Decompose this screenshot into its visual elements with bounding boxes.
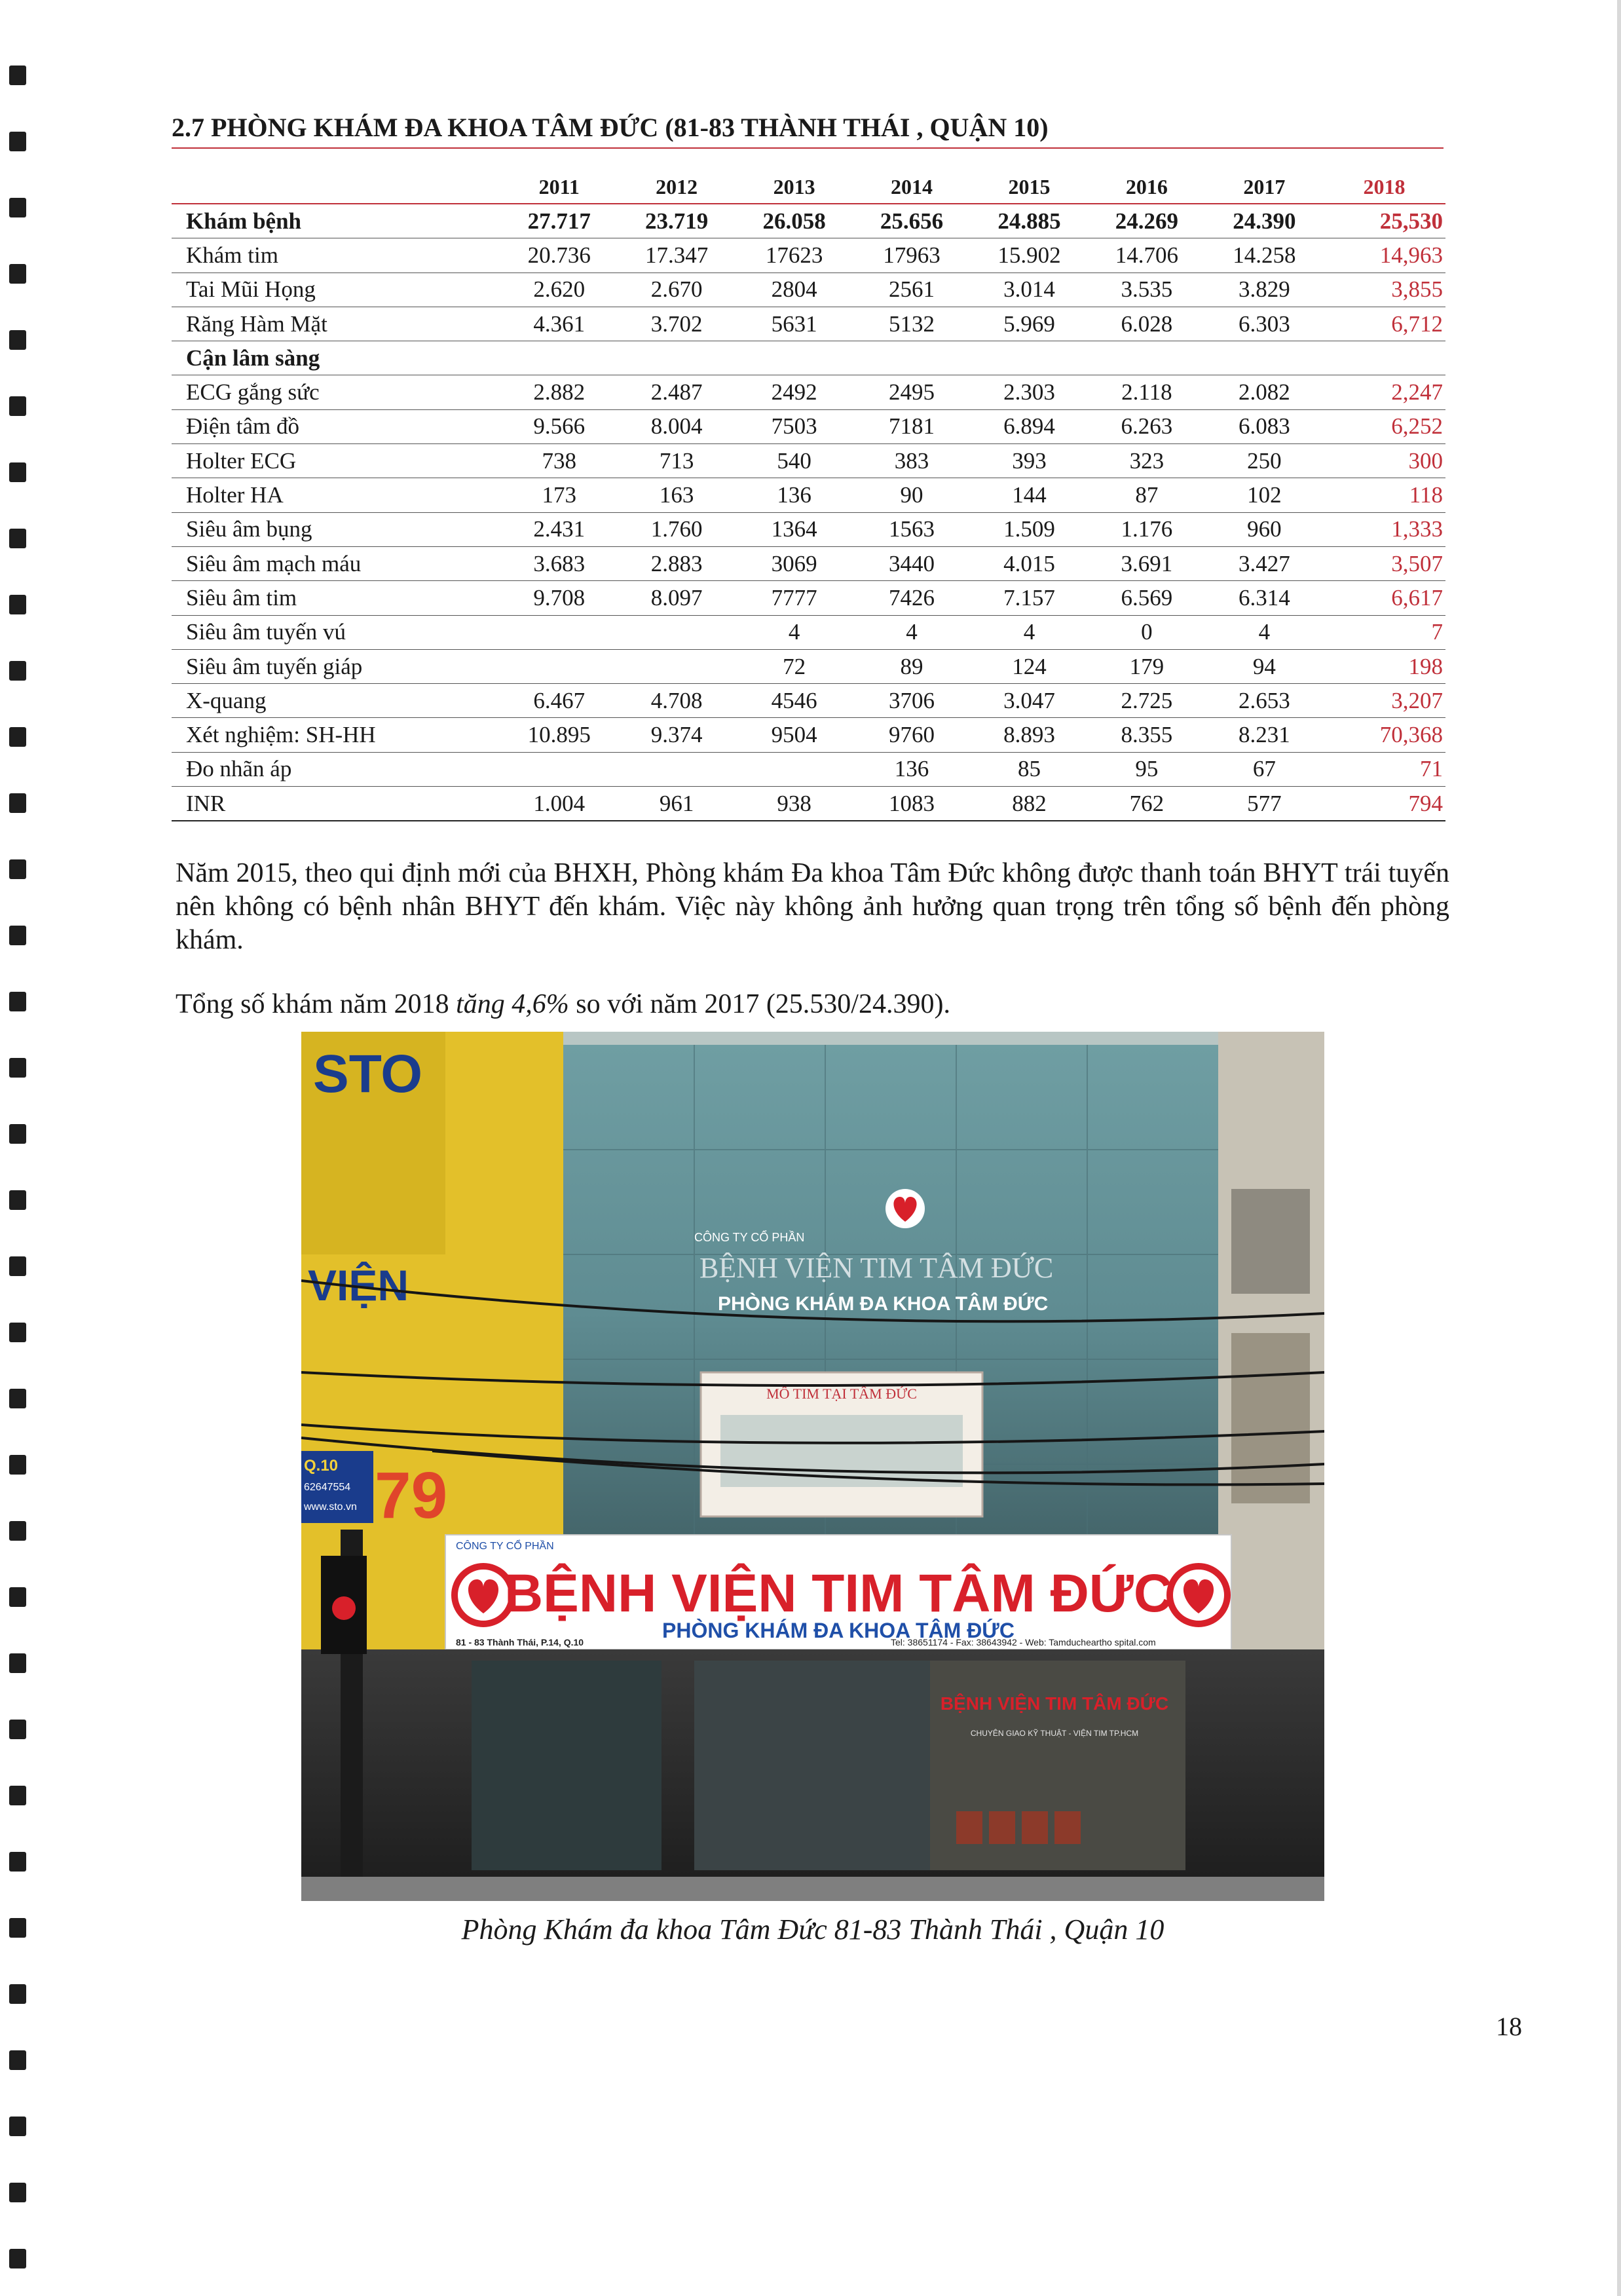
table-row — [172, 581, 1445, 615]
binding-hole — [9, 1587, 26, 1607]
value-cell: 102 — [1206, 478, 1323, 512]
binding-hole — [9, 2050, 26, 2070]
value-cell: 7503 — [736, 409, 853, 443]
value-cell: 163 — [618, 478, 735, 512]
value-cell: 4.708 — [618, 684, 735, 718]
value-cell: 24.885 — [971, 204, 1088, 238]
table-row — [172, 444, 1445, 478]
window-logo-text: BỆNH VIỆN TIM TÂM ĐỨC — [940, 1693, 1169, 1714]
row-label: Răng Hàm Mặt — [172, 307, 500, 341]
binding-holes — [9, 0, 29, 2296]
value-cell: 6.303 — [1206, 307, 1323, 341]
value-cell: 960 — [1206, 512, 1323, 546]
value-cell: 26.058 — [736, 204, 853, 238]
value-cell: 4.361 — [500, 307, 618, 341]
value-cell: 250 — [1206, 444, 1323, 478]
value-cell — [736, 752, 853, 786]
binding-hole — [9, 859, 26, 879]
binding-hole — [9, 1786, 26, 1805]
binding-hole — [9, 396, 26, 416]
paragraph-emphasis: tăng 4,6% — [456, 989, 569, 1019]
glass-sign-line2: PHÒNG KHÁM ĐA KHOA TÂM ĐỨC — [718, 1293, 1049, 1315]
value-cell: 6.028 — [1088, 307, 1205, 341]
value-cell: 3.047 — [971, 684, 1088, 718]
value-cell — [500, 615, 618, 649]
value-cell: 87 — [1088, 478, 1205, 512]
value-cell: 4 — [853, 615, 970, 649]
photo-caption: Phòng Khám đa khoa Tâm Đức 81-83 Thành Thái , Quận 10 — [461, 1913, 1165, 1946]
year-header: 2011 — [500, 170, 618, 204]
value-cell: 7426 — [853, 581, 970, 615]
value-cell: 67 — [1206, 752, 1323, 786]
left-building-big-number: 79 — [375, 1459, 448, 1532]
value-cell: 2.620 — [500, 273, 618, 307]
sign-sub-text: PHÒNG KHÁM ĐA KHOA TÂM ĐỨC — [662, 1619, 1015, 1642]
value-cell: 323 — [1088, 444, 1205, 478]
value-cell: 6.569 — [1088, 581, 1205, 615]
value-cell: 95 — [1088, 752, 1205, 786]
value-cell: 5.969 — [971, 307, 1088, 341]
value-cell: 6.894 — [971, 409, 1088, 443]
value-cell: 1563 — [853, 512, 970, 546]
value-cell: 1.760 — [618, 512, 735, 546]
value-cell: 89 — [853, 649, 970, 683]
row-label: Điện tâm đồ — [172, 409, 500, 443]
value-cell: 179 — [1088, 649, 1205, 683]
sign-address: 81 - 83 Thành Thái, P.14, Q.10 — [456, 1637, 584, 1647]
row-label: Đo nhãn áp — [172, 752, 500, 786]
page-edge-shadow — [1617, 0, 1621, 2296]
value-cell: 4 — [971, 615, 1088, 649]
table-row — [172, 718, 1445, 752]
value-cell: 3440 — [853, 546, 970, 580]
binding-hole — [9, 462, 26, 482]
paragraph-text: so với năm 2017 (25.530/24.390). — [568, 989, 950, 1019]
value-cell: 1.176 — [1088, 512, 1205, 546]
value-cell: 6.083 — [1206, 409, 1323, 443]
section-title: 2.7 PHÒNG KHÁM ĐA KHOA TÂM ĐỨC (81-83 THÀNH THÁI , QUẬN 10) — [172, 108, 1444, 149]
value-cell: 136 — [853, 752, 970, 786]
value-cell: 15.902 — [971, 238, 1088, 273]
value-cell: 25.656 — [853, 204, 970, 238]
table-row — [172, 752, 1445, 786]
binding-hole — [9, 1256, 26, 1276]
value-cell: 124 — [971, 649, 1088, 683]
value-cell: 762 — [1088, 787, 1205, 821]
clinic-photo — [301, 1032, 1324, 1901]
row-label: Siêu âm mạch máu — [172, 546, 500, 580]
table-row — [172, 273, 1445, 307]
value-cell-2018: 118 — [1323, 478, 1445, 512]
value-cell: 6.314 — [1206, 581, 1323, 615]
value-cell: 85 — [971, 752, 1088, 786]
window-sub-text: CHUYÊN GIAO KỸ THUẬT - VIỆN TIM TP.HCM — [970, 1729, 1139, 1738]
value-cell: 23.719 — [618, 204, 735, 238]
value-cell-2018: 71 — [1323, 752, 1445, 786]
value-cell: 4546 — [736, 684, 853, 718]
row-label: Tai Mũi Họng — [172, 273, 500, 307]
value-cell — [500, 752, 618, 786]
binding-hole — [9, 1389, 26, 1408]
value-cell: 3.702 — [618, 307, 735, 341]
value-cell: 24.269 — [1088, 204, 1205, 238]
value-cell-2018: 2,247 — [1323, 375, 1445, 409]
table-row — [172, 478, 1445, 512]
binding-hole — [9, 2183, 26, 2202]
value-cell: 6.467 — [500, 684, 618, 718]
binding-hole — [9, 132, 26, 151]
value-cell: 2492 — [736, 375, 853, 409]
value-cell: 3706 — [853, 684, 970, 718]
binding-hole — [9, 1455, 26, 1475]
binding-hole — [9, 1323, 26, 1342]
value-cell: 17963 — [853, 238, 970, 273]
value-cell-2018: 25,530 — [1323, 204, 1445, 238]
value-cell — [618, 615, 735, 649]
value-cell: 8.231 — [1206, 718, 1323, 752]
binding-hole — [9, 2249, 26, 2268]
year-header: 2012 — [618, 170, 735, 204]
year-header: 2014 — [853, 170, 970, 204]
value-cell: 9.566 — [500, 409, 618, 443]
value-cell: 4.015 — [971, 546, 1088, 580]
table-row — [172, 787, 1445, 821]
row-label: Xét nghiệm: SH-HH — [172, 718, 500, 752]
table-row — [172, 375, 1445, 409]
value-cell: 2.653 — [1206, 684, 1323, 718]
row-label: X-quang — [172, 684, 500, 718]
binding-hole — [9, 793, 26, 813]
binding-hole — [9, 1653, 26, 1673]
row-label: Siêu âm tuyến vú — [172, 615, 500, 649]
value-cell: 14.258 — [1206, 238, 1323, 273]
table-row — [172, 615, 1445, 649]
value-cell: 2495 — [853, 375, 970, 409]
value-cell — [618, 341, 735, 375]
table-row — [172, 512, 1445, 546]
value-cell: 9760 — [853, 718, 970, 752]
value-cell: 882 — [971, 787, 1088, 821]
row-label: Siêu âm tim — [172, 581, 500, 615]
table-header-row — [172, 170, 1445, 204]
value-cell: 738 — [500, 444, 618, 478]
value-cell: 10.895 — [500, 718, 618, 752]
value-cell: 24.390 — [1206, 204, 1323, 238]
value-cell: 2804 — [736, 273, 853, 307]
year-header: 2016 — [1088, 170, 1205, 204]
value-cell-2018: 14,963 — [1323, 238, 1445, 273]
table-row — [172, 341, 1445, 375]
value-cell-2018: 3,855 — [1323, 273, 1445, 307]
value-cell — [736, 341, 853, 375]
value-cell: 2.725 — [1088, 684, 1205, 718]
left-building-text: www.sto.vn — [304, 1501, 357, 1513]
value-cell-2018: 6,252 — [1323, 409, 1445, 443]
binding-hole — [9, 926, 26, 945]
binding-hole — [9, 1521, 26, 1541]
value-cell — [618, 649, 735, 683]
table-row — [172, 307, 1445, 341]
value-cell-2018: 794 — [1323, 787, 1445, 821]
value-cell — [1206, 341, 1323, 375]
sign-company: CÔNG TY CỔ PHẦN — [456, 1541, 554, 1552]
table-row — [172, 649, 1445, 683]
year-header-2018: 2018 — [1323, 170, 1445, 204]
value-cell: 2.431 — [500, 512, 618, 546]
binding-hole — [9, 992, 26, 1011]
value-cell — [500, 341, 618, 375]
value-cell: 3.535 — [1088, 273, 1205, 307]
row-label: Siêu âm tuyến giáp — [172, 649, 500, 683]
binding-hole — [9, 1984, 26, 2004]
statistics-table — [172, 170, 1445, 821]
sign-contact: Tel: 38651174 - Fax: 38643942 - Web: Tamducheartho spital.com — [891, 1637, 1156, 1647]
value-cell-2018: 198 — [1323, 649, 1445, 683]
value-cell — [618, 752, 735, 786]
value-cell: 383 — [853, 444, 970, 478]
glass-sign-line1: BỆNH VIỆN TIM TÂM ĐỨC — [699, 1252, 1054, 1284]
value-cell-2018: 6,712 — [1323, 307, 1445, 341]
value-cell: 2.082 — [1206, 375, 1323, 409]
value-cell-2018: 3,207 — [1323, 684, 1445, 718]
value-cell: 961 — [618, 787, 735, 821]
left-building-text: Q.10 — [304, 1457, 339, 1475]
value-cell: 4 — [1206, 615, 1323, 649]
value-cell: 8.355 — [1088, 718, 1205, 752]
year-header: 2013 — [736, 170, 853, 204]
value-cell: 2561 — [853, 273, 970, 307]
banner-title: MỔ TIM TẠI TÂM ĐỨC — [766, 1385, 917, 1402]
value-cell: 393 — [971, 444, 1088, 478]
value-cell-2018: 1,333 — [1323, 512, 1445, 546]
heart-logo-icon — [1170, 1566, 1227, 1624]
binding-hole — [9, 529, 26, 548]
value-cell: 90 — [853, 478, 970, 512]
value-cell: 1364 — [736, 512, 853, 546]
value-cell: 1.004 — [500, 787, 618, 821]
value-cell-2018: 70,368 — [1323, 718, 1445, 752]
value-cell: 7777 — [736, 581, 853, 615]
binding-hole — [9, 1852, 26, 1872]
value-cell: 9504 — [736, 718, 853, 752]
value-cell: 3.683 — [500, 546, 618, 580]
clinic-entrance-left — [472, 1661, 661, 1870]
value-cell — [1088, 341, 1205, 375]
value-cell: 6.263 — [1088, 409, 1205, 443]
row-label: Holter ECG — [172, 444, 500, 478]
row-label: Khám bệnh — [172, 204, 500, 238]
value-cell — [853, 341, 970, 375]
value-cell: 7181 — [853, 409, 970, 443]
value-cell: 3069 — [736, 546, 853, 580]
row-label: ECG gắng sức — [172, 375, 500, 409]
header-label-cell — [172, 170, 500, 204]
sign-main-text: BỆNH VIỆN TIM TÂM ĐỨC — [504, 1564, 1173, 1623]
value-cell: 5631 — [736, 307, 853, 341]
paragraph-text: Tổng số khám năm 2018 — [176, 989, 456, 1019]
binding-hole — [9, 1720, 26, 1739]
value-cell: 8.004 — [618, 409, 735, 443]
value-cell: 2.670 — [618, 273, 735, 307]
table-row — [172, 684, 1445, 718]
heart-logo-icon — [455, 1566, 512, 1624]
value-cell: 3.829 — [1206, 273, 1323, 307]
value-cell: 2.118 — [1088, 375, 1205, 409]
row-label: Holter HA — [172, 478, 500, 512]
binding-hole — [9, 1058, 26, 1078]
value-cell: 14.706 — [1088, 238, 1205, 273]
binding-hole — [9, 1124, 26, 1144]
value-cell: 577 — [1206, 787, 1323, 821]
binding-hole — [9, 661, 26, 681]
value-cell-2018 — [1323, 341, 1445, 375]
row-label: Siêu âm bụng — [172, 512, 500, 546]
binding-hole — [9, 66, 26, 85]
binding-hole — [9, 1190, 26, 1210]
value-cell: 8.893 — [971, 718, 1088, 752]
value-cell: 9.708 — [500, 581, 618, 615]
value-cell: 3.691 — [1088, 546, 1205, 580]
binding-hole — [9, 198, 26, 217]
value-cell: 713 — [618, 444, 735, 478]
glass-sign-company: CÔNG TY CỔ PHẦN — [694, 1231, 805, 1244]
value-cell: 8.097 — [618, 581, 735, 615]
value-cell: 2.487 — [618, 375, 735, 409]
value-cell: 0 — [1088, 615, 1205, 649]
value-cell: 938 — [736, 787, 853, 821]
value-cell: 1.509 — [971, 512, 1088, 546]
value-cell-2018: 6,617 — [1323, 581, 1445, 615]
value-cell-2018: 300 — [1323, 444, 1445, 478]
value-cell — [971, 341, 1088, 375]
value-cell: 94 — [1206, 649, 1323, 683]
table-row — [172, 546, 1445, 580]
value-cell: 7.157 — [971, 581, 1088, 615]
left-building-text: STO — [313, 1044, 423, 1104]
value-cell: 3.014 — [971, 273, 1088, 307]
table-row — [172, 238, 1445, 273]
row-label: Khám tim — [172, 238, 500, 273]
value-cell: 17623 — [736, 238, 853, 273]
left-building-text: 62647554 — [304, 1482, 351, 1493]
binding-hole — [9, 1918, 26, 1938]
value-cell-2018: 3,507 — [1323, 546, 1445, 580]
paragraph-total-growth — [176, 988, 1449, 1021]
value-cell: 2.303 — [971, 375, 1088, 409]
binding-hole — [9, 595, 26, 614]
value-cell: 3.427 — [1206, 546, 1323, 580]
value-cell: 173 — [500, 478, 618, 512]
value-cell: 9.374 — [618, 718, 735, 752]
value-cell: 27.717 — [500, 204, 618, 238]
binding-hole — [9, 264, 26, 284]
value-cell: 72 — [736, 649, 853, 683]
table-row — [172, 204, 1445, 238]
row-label: Cận lâm sàng — [172, 341, 500, 375]
binding-hole — [9, 2117, 26, 2136]
left-building-text: VIỆN — [308, 1261, 409, 1309]
row-label: INR — [172, 787, 500, 821]
value-cell — [500, 649, 618, 683]
binding-hole — [9, 330, 26, 350]
value-cell-2018: 7 — [1323, 615, 1445, 649]
value-cell: 2.882 — [500, 375, 618, 409]
value-cell: 20.736 — [500, 238, 618, 273]
binding-hole — [9, 727, 26, 747]
table-row — [172, 409, 1445, 443]
year-header: 2017 — [1206, 170, 1323, 204]
value-cell: 1083 — [853, 787, 970, 821]
value-cell: 5132 — [853, 307, 970, 341]
value-cell: 136 — [736, 478, 853, 512]
paragraph-bhyt-note: Năm 2015, theo qui định mới của BHXH, Phòng khám Đa khoa Tâm Đức không được thanh toán BHYT trái tuyến nên không có bệnh nhân BHYT đến khám. Việc này không ảnh hưởng quan trọng trên tổng số bệnh đến phòng khám. — [176, 858, 1449, 955]
value-cell: 540 — [736, 444, 853, 478]
value-cell: 2.883 — [618, 546, 735, 580]
page-number: 18 — [1496, 2012, 1522, 2041]
value-cell: 4 — [736, 615, 853, 649]
value-cell: 17.347 — [618, 238, 735, 273]
year-header: 2015 — [971, 170, 1088, 204]
value-cell: 144 — [971, 478, 1088, 512]
